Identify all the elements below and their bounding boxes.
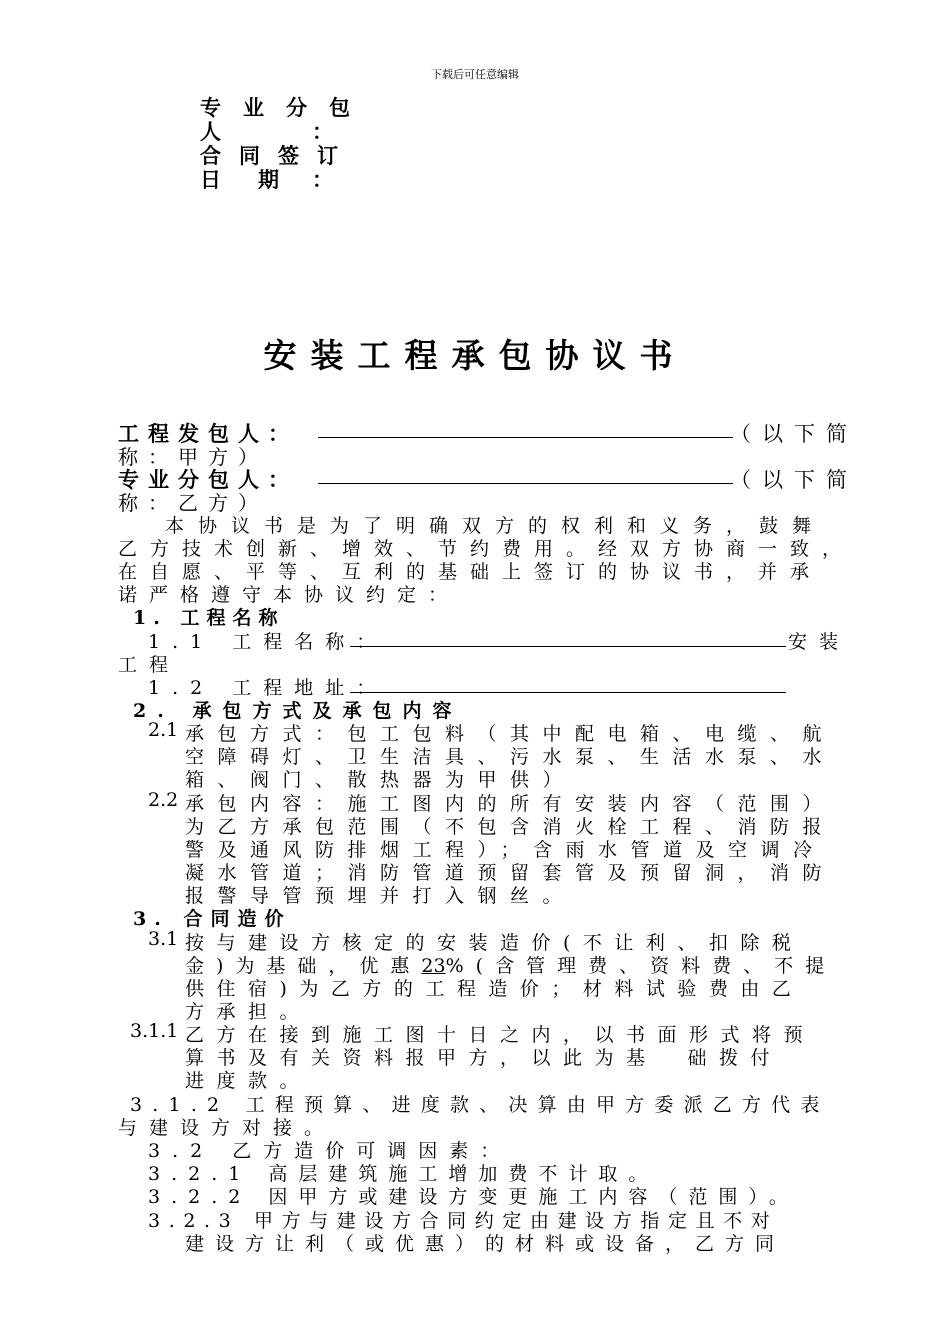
party-a-suffix: （以下简 [730, 422, 858, 446]
discount-percentage[interactable]: 23 [421, 955, 446, 977]
item-1-2-label: 1.2 工程地址： [148, 677, 388, 699]
header-note: 下载后可任意编辑 [431, 68, 519, 81]
signature-contract-date-label: 合同签订 [200, 143, 356, 168]
item-3-1-line1: 按与建设方核定的安装造价(不让利、扣除税 [185, 932, 804, 954]
item-3-2-1: 3.2.1 高层建筑施工增加费不计取。 [148, 1163, 659, 1185]
item-2-2-line5: 报警导管预埋并打入钢丝。 [185, 885, 576, 907]
item-2-2-number: 2.2 [148, 789, 179, 811]
signature-colon: ： [312, 119, 333, 144]
item-3-1-1-number: 3.1.1 [130, 1020, 179, 1042]
item-3-1-line2-start: 金)为基础，优惠 [185, 955, 422, 977]
item-3-1-2-line2: 与建设方对接。 [118, 1117, 336, 1139]
party-a-blank[interactable] [318, 437, 733, 438]
item-1-1-label: 1.1 工程名称： [148, 631, 388, 653]
item-3-1-number: 3.1 [148, 928, 179, 950]
signature-date-char1: 日 [200, 167, 221, 192]
item-3-1-1-line2-end: 础拨付 [687, 1047, 783, 1069]
intro-line1: 本协议书是为了明确双方的权利和义务，鼓舞 [165, 515, 826, 537]
item-2-1-number: 2.1 [148, 719, 179, 741]
item-3-2: 3.2 乙方造价可调因素： [148, 1140, 512, 1162]
item-3-1-2-line1: 3.1.2 工程预算、进度款、决算由甲方委派乙方代表 [130, 1094, 830, 1116]
party-a-cont: 称：甲方） [118, 445, 268, 469]
item-3-1-line2-end: %(含管理费、资料费、不提 [445, 955, 837, 977]
party-b-label: 专业分包人： [118, 467, 298, 492]
item-2-1-line1: 承包方式：包工包料（其中配电箱、电缆、航 [185, 723, 836, 745]
document-title: 安装工程承包协议书 [263, 336, 687, 375]
intro-line3: 在自愿、平等、互利的基础上签订的协议书，并承 [118, 561, 823, 583]
item-3-1-1-line3: 进度款。 [185, 1070, 312, 1092]
item-3-1-1-line1: 乙方在接到施工图十日之内，以书面形式将预 [185, 1024, 816, 1046]
item-3-2-3-line2: 建设方让利（或优惠）的材料或设备，乙方同 [185, 1233, 786, 1255]
section2-heading: 2. 承包方式及承包内容 [133, 700, 463, 722]
section1-heading: 1. 工程名称 [133, 607, 285, 629]
section3-heading: 3. 合同造价 [133, 908, 292, 930]
signature-date-line [200, 164, 333, 194]
item-2-2-line4: 凝水管道；消防管道预留套管及预留洞，消防 [185, 862, 836, 884]
party-b-blank[interactable] [318, 483, 733, 484]
item-1-1-suffix: 安装 [788, 631, 851, 653]
item-3-1-1-line2-start: 算书及有关资料报甲方，以此为基 [185, 1047, 658, 1069]
item-3-1-line4: 方承担。 [185, 1001, 312, 1023]
item-3-2-3-line1: 3.2.3 甲方与建设方合同约定由建设方指定且不对 [148, 1210, 779, 1232]
project-address-blank[interactable] [350, 692, 786, 693]
intro-line4: 诺严格遵守本协议约定： [118, 584, 460, 606]
signature-date-colon: ： [312, 167, 333, 192]
project-name-blank[interactable] [350, 646, 786, 647]
party-b-cont: 称：乙方） [118, 491, 268, 515]
party-b-suffix: （以下简 [730, 468, 858, 492]
item-2-1-line3: 箱、阀门、散热器为甲供） [185, 769, 576, 791]
signature-date-char2: 期 [258, 167, 279, 192]
party-a-label: 工程发包人： [118, 421, 298, 446]
item-3-2-2: 3.2.2 因甲方或建设方变更施工内容（范围）。 [148, 1186, 799, 1208]
item-3-1-line3: 供住宿)为乙方的工程造价；材料试验费由乙 [185, 978, 804, 1000]
item-2-2-line2: 为乙方承包范围（不包含消火栓工程、消防报 [185, 816, 836, 838]
signature-subcontractor-label: 专业分包 [200, 95, 372, 120]
signature-person-char: 人 [200, 119, 221, 144]
item-2-2-line3: 警及通风防排烟工程）；含雨水管道及空调冷 [185, 839, 826, 861]
item-2-2-line1: 承包内容：施工图内的所有安装内容（范围） [185, 793, 836, 815]
item-2-1-line2: 空障碍灯、卫生洁具、污水泵、生活水泵、水 [185, 746, 836, 768]
item-1-1-cont: 工程 [118, 654, 181, 676]
intro-line2: 乙方技术创新、增效、节约费用。经双方协商一致， [118, 538, 855, 560]
